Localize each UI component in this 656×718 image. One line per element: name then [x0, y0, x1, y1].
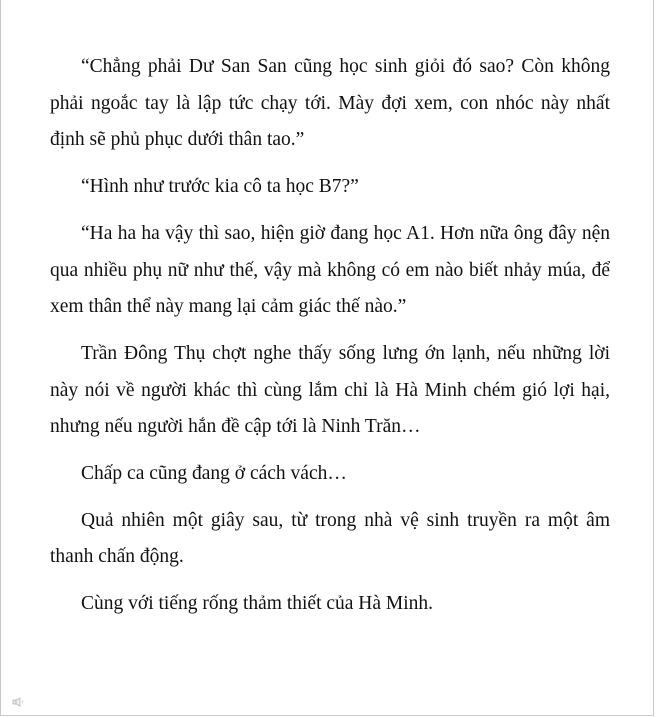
- paragraph-2: “Hình như trước kia cô ta học B7?”: [81, 176, 359, 198]
- speaker-icon[interactable]: [12, 694, 26, 704]
- paragraph-1: “Chẳng phải Dư San San cũng học sinh giỏi đó sao? Còn không phải ngoắc tay là lập tức chạy tới. Mày đợi xem, con nhóc này nhất định sẽ phủ phục dưới thân tao.”: [50, 56, 610, 151]
- paragraph-4: Trần Đông Thụ chợt nghe thấy sống lưng ớn lạnh, nếu những lời này nói về người khác thì cùng lắm chỉ là Hà Minh chém gió lợi hại, nhưng nếu người hắn đề cập tới là Ninh Trăn…: [50, 342, 610, 438]
- paragraph-5: Chấp ca cũng đang ở cách vách…: [81, 463, 347, 485]
- paragraph-3: “Ha ha ha vậy thì sao, hiện giờ đang học A1. Hơn nữa ông đây nện qua nhiều phụ nữ như thế, vậy mà không có em nào biết nhảy múa, để xem thân thể này mang lại cảm giác thế nào.”: [50, 222, 610, 318]
- paragraph-6: Quả nhiên một giây sau, từ trong nhà vệ sinh truyền ra một âm thanh chấn động.: [50, 509, 610, 568]
- document-body: [50, 49, 610, 633]
- paragraph-7: Cùng với tiếng rống thảm thiết của Hà Minh.: [81, 593, 434, 615]
